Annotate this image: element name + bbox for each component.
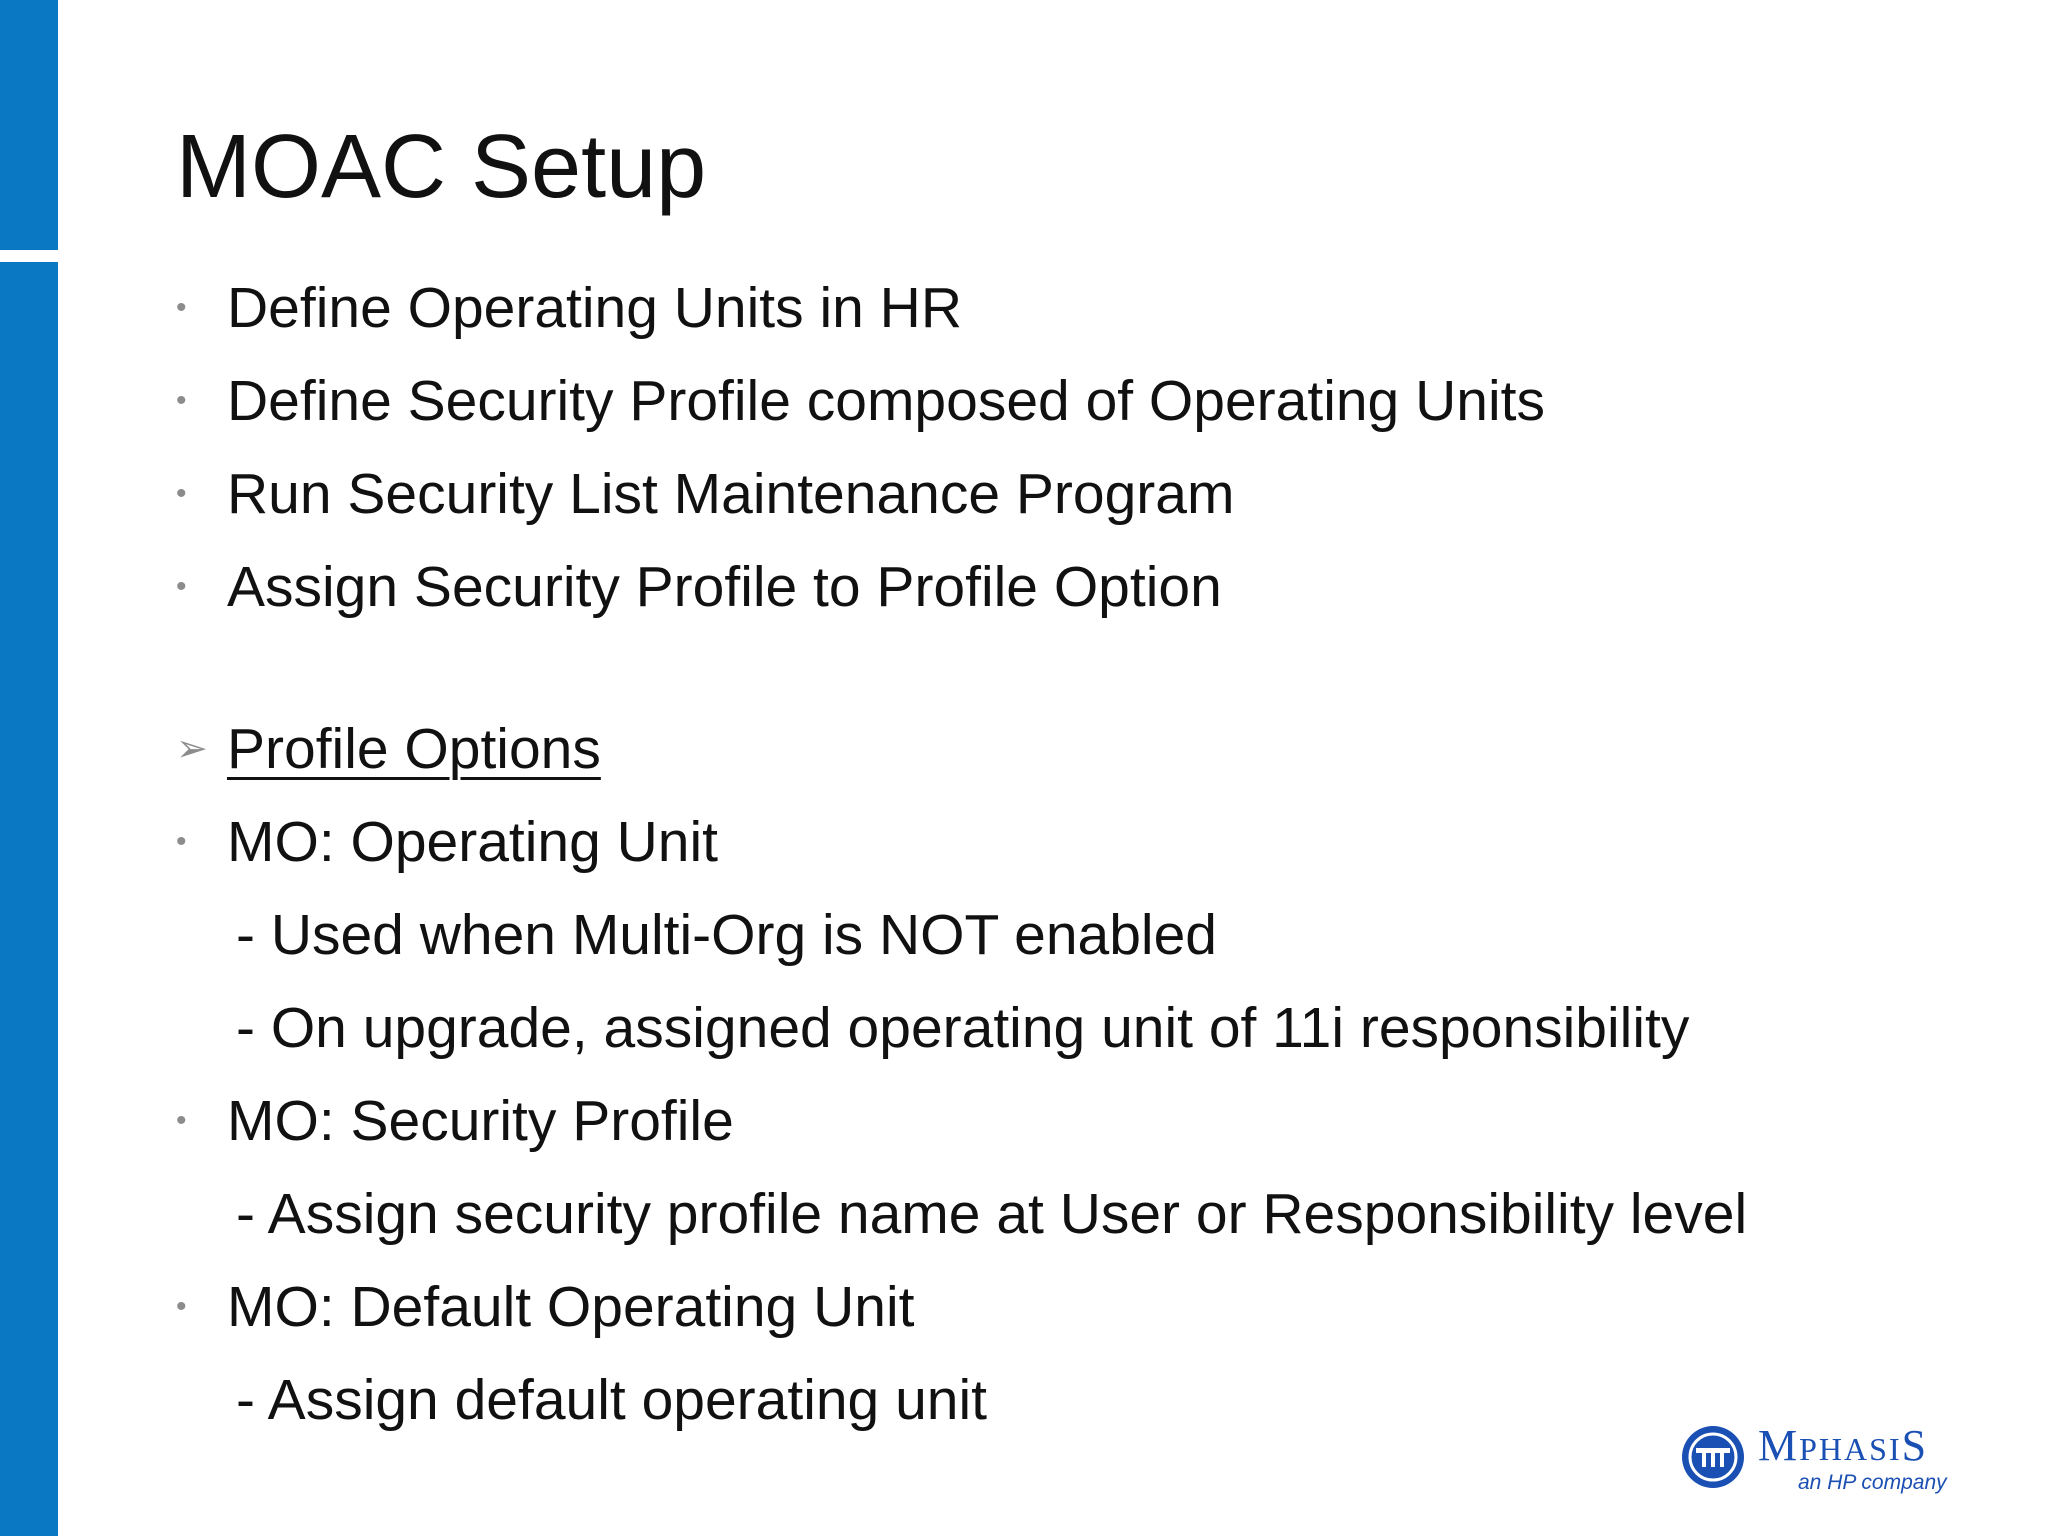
- bullet-dot-icon: •: [176, 570, 187, 603]
- bullet-dot-icon: •: [176, 291, 187, 324]
- logo-tagline: an HP company: [1798, 1471, 1947, 1494]
- profile-option-name: MO: Default Operating Unit: [227, 1275, 915, 1339]
- profile-options-heading: Profile Options: [227, 717, 601, 781]
- detail-text: - Used when Multi-Org is NOT enabled: [236, 903, 1217, 967]
- list-item-text: Define Operating Units in HR: [227, 276, 962, 340]
- bullet-dot-icon: •: [176, 384, 187, 417]
- detail-text: - Assign security profile name at User or Responsibility level: [236, 1182, 1748, 1246]
- bullet-dot-icon: •: [176, 477, 187, 510]
- accent-bar-bottom: [0, 262, 58, 1536]
- bullet-dot-icon: •: [176, 825, 187, 858]
- bullet-dot-icon: •: [176, 1104, 187, 1137]
- logo-wordmark: MPHASIS: [1758, 1421, 1929, 1470]
- list-item-text: Run Security List Maintenance Program: [227, 462, 1235, 526]
- arrow-bullet-icon: ➢: [176, 728, 208, 770]
- slide-title: MOAC Setup: [176, 117, 707, 217]
- bullet-dot-icon: •: [176, 1290, 187, 1323]
- detail-text: - Assign default operating unit: [236, 1368, 987, 1432]
- list-item-text: Define Security Profile composed of Operating Units: [227, 369, 1545, 433]
- mphasis-emblem-icon: [1680, 1424, 1746, 1490]
- profile-option-name: MO: Operating Unit: [227, 810, 719, 874]
- profile-option-name: MO: Security Profile: [227, 1089, 734, 1153]
- list-item-text: Assign Security Profile to Profile Option: [227, 555, 1222, 619]
- accent-bar-top: [0, 0, 58, 250]
- detail-text: - On upgrade, assigned operating unit of 11i responsibility: [236, 996, 1690, 1060]
- company-logo: [1680, 1418, 1980, 1518]
